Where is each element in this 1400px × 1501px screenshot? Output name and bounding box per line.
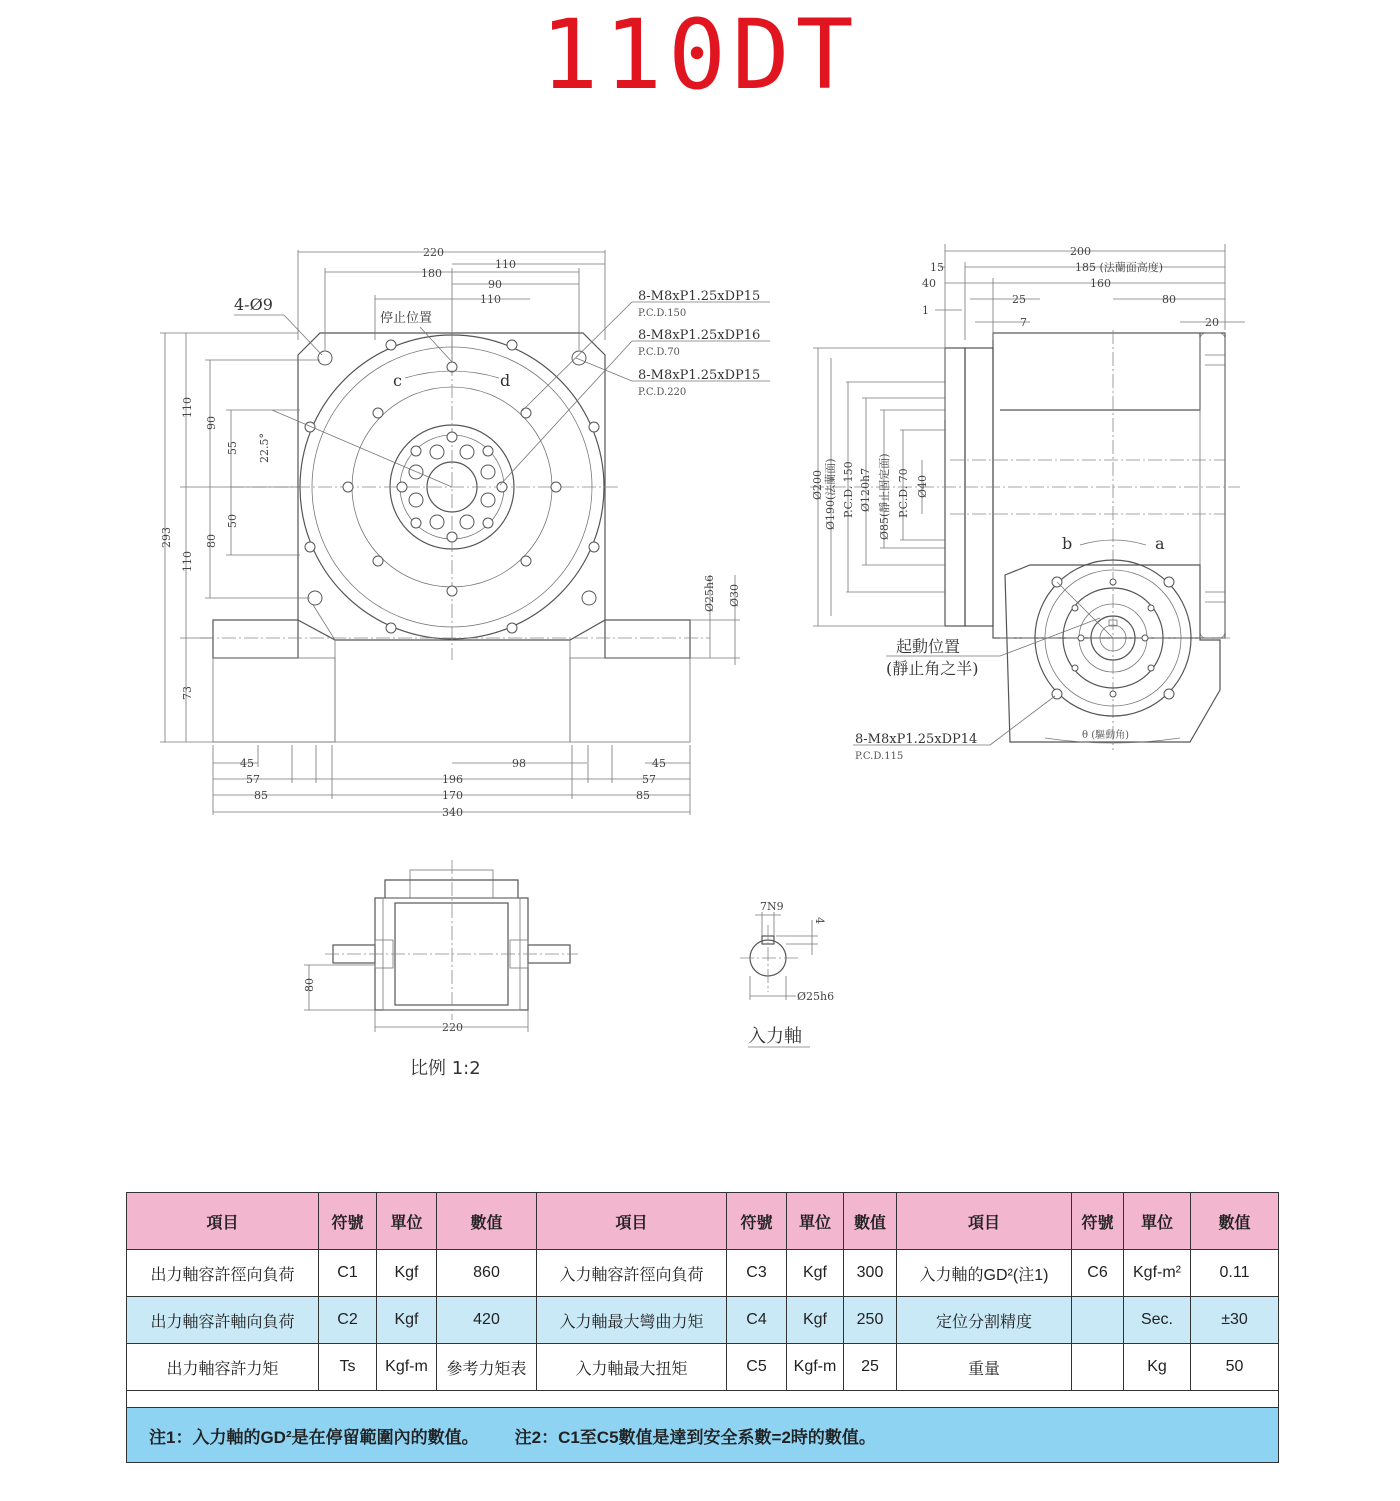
scale-label: 比例 1:2 — [410, 1058, 481, 1079]
dim-small-220: 220 — [442, 1021, 463, 1034]
note-1: 注1：入力軸的GD²是在停留範圍內的數值。 — [149, 1427, 479, 1447]
table-cell: 860 — [437, 1250, 537, 1297]
table-note-row — [127, 1408, 1279, 1463]
dim-side-20: 20 — [1205, 316, 1219, 329]
dim-side-1: 1 — [922, 304, 929, 317]
key-4-label: 4 — [813, 917, 826, 924]
dir-a-label: a — [1155, 534, 1165, 553]
dim-left-55: 55 — [226, 441, 239, 455]
dim-d120: Ø120h7 — [859, 467, 872, 512]
table-cell: Kgf — [377, 1297, 437, 1344]
table-cell: Ts — [319, 1344, 377, 1391]
dim-pcd70: P.C.D. 70 — [897, 468, 910, 518]
table-cell: 25 — [844, 1344, 897, 1391]
dim-bot-45b: 45 — [652, 757, 666, 770]
header-symbol-3: 符號 — [1072, 1193, 1124, 1250]
front-view — [160, 246, 770, 819]
table-cell: 出力軸容許軸向負荷 — [127, 1297, 319, 1344]
header-value-2: 數值 — [844, 1193, 897, 1250]
note-2: 注2：C1至C5數值是達到安全系數=2時的數值。 — [514, 1427, 876, 1447]
side-view — [810, 244, 1245, 762]
dim-left-293: 293 — [160, 527, 173, 548]
table-cell: 定位分割精度 — [897, 1297, 1072, 1344]
dim-bot-45a: 45 — [240, 757, 254, 770]
holes-4-label: 4-Ø9 — [234, 295, 273, 314]
model-title: 110DT — [540, 0, 860, 111]
dim-d200: Ø200 — [811, 469, 824, 500]
table-cell — [1072, 1344, 1124, 1391]
callout-3-pcd: P.C.D.220 — [638, 387, 687, 398]
table-cell: Kgf — [787, 1250, 844, 1297]
table-cell: 出力軸容許徑向負荷 — [127, 1250, 319, 1297]
start-position-label: 起動位置 — [896, 637, 961, 656]
header-unit-1: 單位 — [377, 1193, 437, 1250]
key-7n9-label: 7N9 — [760, 900, 784, 913]
dim-bot-57b: 57 — [642, 773, 656, 786]
dim-d190: Ø190(法蘭面) — [824, 458, 837, 530]
dim-left-90: 90 — [205, 416, 218, 430]
small-view — [303, 860, 578, 1034]
dim-bot-170: 170 — [442, 789, 463, 802]
table-cell: Kgf — [787, 1297, 844, 1344]
header-item-1: 項目 — [127, 1193, 319, 1250]
table-cell: Kgf-m² — [1124, 1250, 1191, 1297]
spec-table — [126, 1192, 1279, 1463]
dim-top-180: 180 — [421, 267, 442, 280]
dim-small-80: 80 — [303, 978, 316, 992]
input-shaft-detail — [740, 900, 834, 1003]
dim-top-220: 220 — [423, 246, 444, 259]
table-cell: C1 — [319, 1250, 377, 1297]
table-cell: 420 — [437, 1297, 537, 1344]
table-cell: 入力軸最大彎曲力矩 — [537, 1297, 727, 1344]
header-item-2: 項目 — [537, 1193, 727, 1250]
table-cell: 入力軸的GD²(注1) — [897, 1250, 1072, 1297]
table-cell — [1072, 1297, 1124, 1344]
dim-d85: Ø85(靜止固定面) — [878, 453, 891, 540]
header-symbol-2: 符號 — [727, 1193, 787, 1250]
table-cell: ±30 — [1191, 1297, 1279, 1344]
dim-side-185: 185 (法蘭面高度) — [1075, 261, 1164, 274]
dim-left-110a: 110 — [181, 397, 194, 418]
table-cell: 250 — [844, 1297, 897, 1344]
table-cell: Sec. — [1124, 1297, 1191, 1344]
start-position-sub-label: (靜止角之半) — [886, 659, 979, 678]
table-cell: C3 — [727, 1250, 787, 1297]
dim-side-7: 7 — [1020, 316, 1027, 329]
table-cell: 入力軸容許徑向負荷 — [537, 1250, 727, 1297]
table-cell: C6 — [1072, 1250, 1124, 1297]
input-shaft-label: 入力軸 — [748, 1026, 802, 1047]
dim-bot-57a: 57 — [246, 773, 260, 786]
dim-top-110b: 110 — [480, 293, 501, 306]
table-cell: Kgf-m — [787, 1344, 844, 1391]
shaft-25-label: Ø25h6 — [703, 574, 716, 612]
dim-d40: Ø40 — [916, 474, 929, 498]
dir-c-label: c — [393, 371, 402, 390]
callout-4-pcd: P.C.D.115 — [855, 751, 904, 762]
dim-bot-196: 196 — [442, 773, 463, 786]
callout-1-thread: 8-M8xP1.25xDP15 — [638, 289, 761, 304]
header-item-3: 項目 — [897, 1193, 1072, 1250]
header-unit-2: 單位 — [787, 1193, 844, 1250]
table-cell: 重量 — [897, 1344, 1072, 1391]
table-cell: 50 — [1191, 1344, 1279, 1391]
table-row — [127, 1344, 1279, 1391]
dim-bot-98: 98 — [512, 757, 526, 770]
table-cell: Kgf — [377, 1250, 437, 1297]
table-cell: 出力軸容許力矩 — [127, 1344, 319, 1391]
dim-side-15: 15 — [930, 261, 944, 274]
table-cell: Kgf-m — [377, 1344, 437, 1391]
callout-2-thread: 8-M8xP1.25xDP16 — [638, 328, 761, 343]
dir-b-label: b — [1062, 534, 1073, 553]
shaft-30-label: Ø30 — [728, 583, 741, 607]
table-cell: C2 — [319, 1297, 377, 1344]
table-cell: 0.11 — [1191, 1250, 1279, 1297]
dim-pcd150: P.C.D. 150 — [842, 461, 855, 518]
header-symbol-1: 符號 — [319, 1193, 377, 1250]
dim-bot-85a: 85 — [254, 789, 268, 802]
header-value-3: 數值 — [1191, 1193, 1279, 1250]
angle-label: 22.5° — [258, 433, 271, 463]
table-cell: C4 — [727, 1297, 787, 1344]
header-unit-3: 單位 — [1124, 1193, 1191, 1250]
table-row — [127, 1297, 1279, 1344]
dim-side-25: 25 — [1012, 293, 1026, 306]
dim-side-160: 160 — [1090, 277, 1111, 290]
table-row — [127, 1250, 1279, 1297]
stop-position-label: 停止位置 — [380, 311, 433, 326]
key-d25-label: Ø25h6 — [797, 990, 835, 1003]
dim-side-200: 200 — [1070, 245, 1091, 258]
dim-left-73: 73 — [181, 686, 194, 700]
dim-left-110b: 110 — [181, 551, 194, 572]
dim-left-80: 80 — [205, 534, 218, 548]
dim-bot-85b: 85 — [636, 789, 650, 802]
callout-1-pcd: P.C.D.150 — [638, 308, 687, 319]
table-cell: C5 — [727, 1344, 787, 1391]
header-value-1: 數值 — [437, 1193, 537, 1250]
table-cell: 300 — [844, 1250, 897, 1297]
callout-3-thread: 8-M8xP1.25xDP15 — [638, 368, 761, 383]
table-cell: 入力軸最大扭矩 — [537, 1344, 727, 1391]
dim-bot-340: 340 — [442, 806, 463, 819]
drive-angle-label: θ (驅動角) — [1082, 730, 1130, 741]
table-cell: 參考力矩表 — [437, 1344, 537, 1391]
dim-top-90: 90 — [488, 278, 502, 291]
dim-left-50: 50 — [226, 514, 239, 528]
table-spacer-row — [127, 1391, 1279, 1408]
callout-2-pcd: P.C.D.70 — [638, 347, 680, 358]
table-header-row — [127, 1193, 1279, 1250]
dim-side-40: 40 — [922, 277, 936, 290]
table-cell: Kg — [1124, 1344, 1191, 1391]
dir-d-label: d — [500, 371, 511, 390]
callout-4-thread: 8-M8xP1.25xDP14 — [855, 732, 978, 747]
dim-top-110a: 110 — [495, 258, 516, 271]
dim-side-80: 80 — [1162, 293, 1176, 306]
